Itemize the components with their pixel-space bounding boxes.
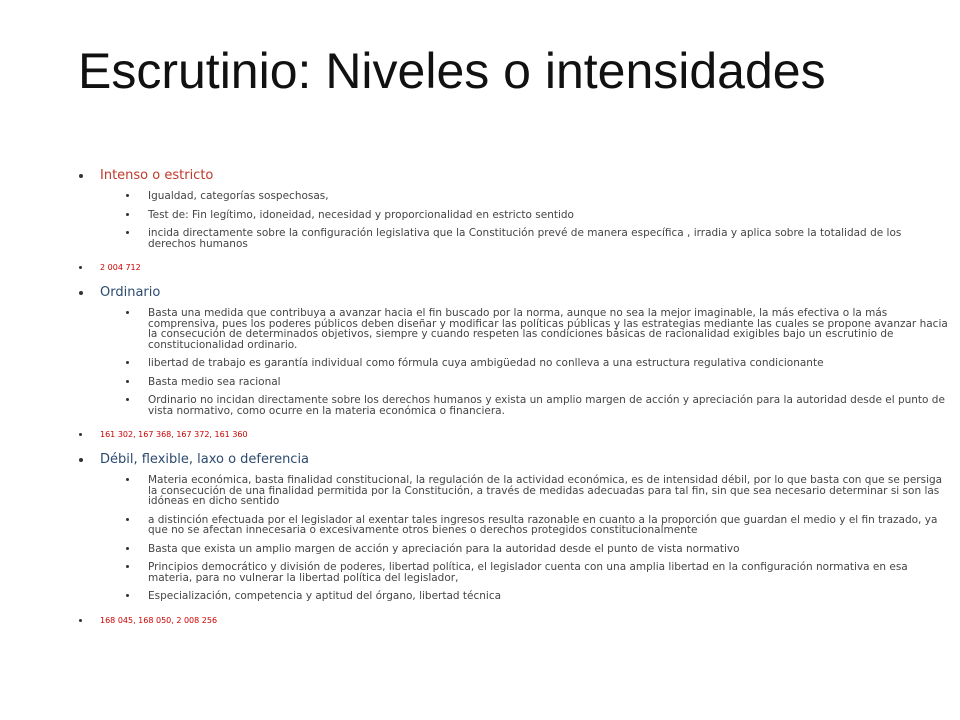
list-item: [78, 228, 948, 249]
reference-numbers: [78, 263, 948, 273]
list-item-text: libertad de trabajo es garantía individual como fórmula cuya ambigüedad no conlleva a una estructura regulativa condicionante: [148, 357, 824, 369]
bullet-icon: [79, 458, 83, 462]
list-item: [78, 591, 948, 602]
list-item-text: Principios democrático y división de poderes, libertad política, el legislador cuenta con una amplia libertad en la configuración normativa en esa materia, para no vulnerar la libertad política del legislador,: [148, 561, 908, 584]
list-item: [78, 515, 948, 536]
section-heading-intenso: [78, 168, 948, 183]
list-item-text: Basta que exista un amplio margen de acción y apreciación para la autoridad desde el punto de vista normativo: [148, 542, 740, 555]
list-item-text: Basta medio sea racional: [148, 375, 281, 388]
bullet-icon: [126, 311, 129, 314]
bullet-icon: [79, 433, 82, 436]
reference-numbers: [78, 616, 948, 626]
list-item-text: Materia económica, basta finalidad constitucional, la regulación de la actividad económica, es de intensidad débil, por lo que basta con que se persiga la consecución de una finalidad permitida por la Constitución, a través de medidas adecuadas para tal fin, sin que sea necesario determinar si son las idóneas en dicho sentido: [148, 474, 943, 507]
bullet-icon: [79, 291, 83, 295]
list-item: [78, 210, 948, 221]
bullet-icon: [126, 594, 129, 597]
reference-text: 161 302, 167 368, 167 372, 161 360: [100, 430, 248, 439]
bullet-icon: [126, 547, 129, 550]
list-item-text: Test de: Fin legítimo, idoneidad, necesidad y proporcionalidad en estricto sentido: [148, 208, 574, 221]
bullet-icon: [79, 174, 83, 178]
list-item: [78, 475, 948, 507]
list-item: [78, 562, 948, 583]
section-heading-text: Intenso o estricto: [100, 168, 214, 183]
list-item: [78, 308, 948, 350]
bullet-icon: [126, 565, 129, 568]
bullet-icon: [126, 478, 129, 481]
list-item: [78, 377, 948, 388]
section-heading-ordinario: [78, 285, 948, 300]
bullet-icon: [126, 361, 129, 364]
reference-text: 168 045, 168 050, 2 008 256: [100, 615, 218, 625]
list-item-text: incida directamente sobre la configuración legislativa que la Constitución prevé de manera específica , irradia y aplica sobre la totalidad de los derechos humanos: [148, 227, 902, 250]
list-item: [78, 395, 948, 416]
section-heading-debil: [78, 452, 948, 467]
list-item-text: Igualdad, categorías sospechosas,: [148, 190, 329, 202]
bullet-icon: [126, 518, 129, 521]
bullet-icon: [126, 231, 129, 234]
bullet-icon: [126, 213, 129, 216]
bullet-icon: [79, 266, 82, 269]
section-heading-text: Débil, flexible, laxo o deferencia: [100, 452, 310, 467]
list-item-text: Ordinario no incidan directamente sobre los derechos humanos y exista un amplio margen de acción y apreciación para la autoridad desde el punto de vista normativo, como ocurre en la materia económica o financiera.: [148, 394, 945, 417]
section-heading-text: Ordinario: [100, 285, 161, 300]
list-item-text: Especialización, competencia y aptitud del órgano, libertad técnica: [148, 590, 502, 602]
bullet-icon: [126, 380, 129, 383]
list-item: [78, 358, 948, 369]
bullet-icon: [126, 398, 129, 401]
bullet-icon: [79, 619, 82, 622]
slide-title: Escrutinio: Niveles o intensidades: [78, 43, 826, 99]
bullet-icon: [126, 194, 129, 197]
reference-numbers: [78, 430, 948, 440]
slide-content: [78, 160, 948, 638]
list-item-text: a distinción efectuada por el legislador al exentar tales ingresos resulta razonable en cuanto a la proporción que guardan el medio y el fin trazado, ya que no se afectan innecesaria o excesivamente otros bienes o derechos protegidos constitucionalmente: [148, 513, 938, 536]
reference-text: 2 004 712: [100, 263, 141, 272]
list-item: [78, 544, 948, 555]
list-item: [78, 191, 948, 202]
list-item-text: Basta una medida que contribuya a avanzar hacia el fin buscado por la norma, aunque no sea la mejor imaginable, la más efectiva o la más comprensiva, pues los poderes públicos deben diseñar y modificar las políticas públicas y las estrategias mediante las cuales se propone avanzar hacia la consecución de determinados objetivos, siempre y cuando respeten las condiciones básicas de racionalidad exigibles bajo un escrutinio de constitucionalidad ordinario.: [148, 307, 948, 351]
